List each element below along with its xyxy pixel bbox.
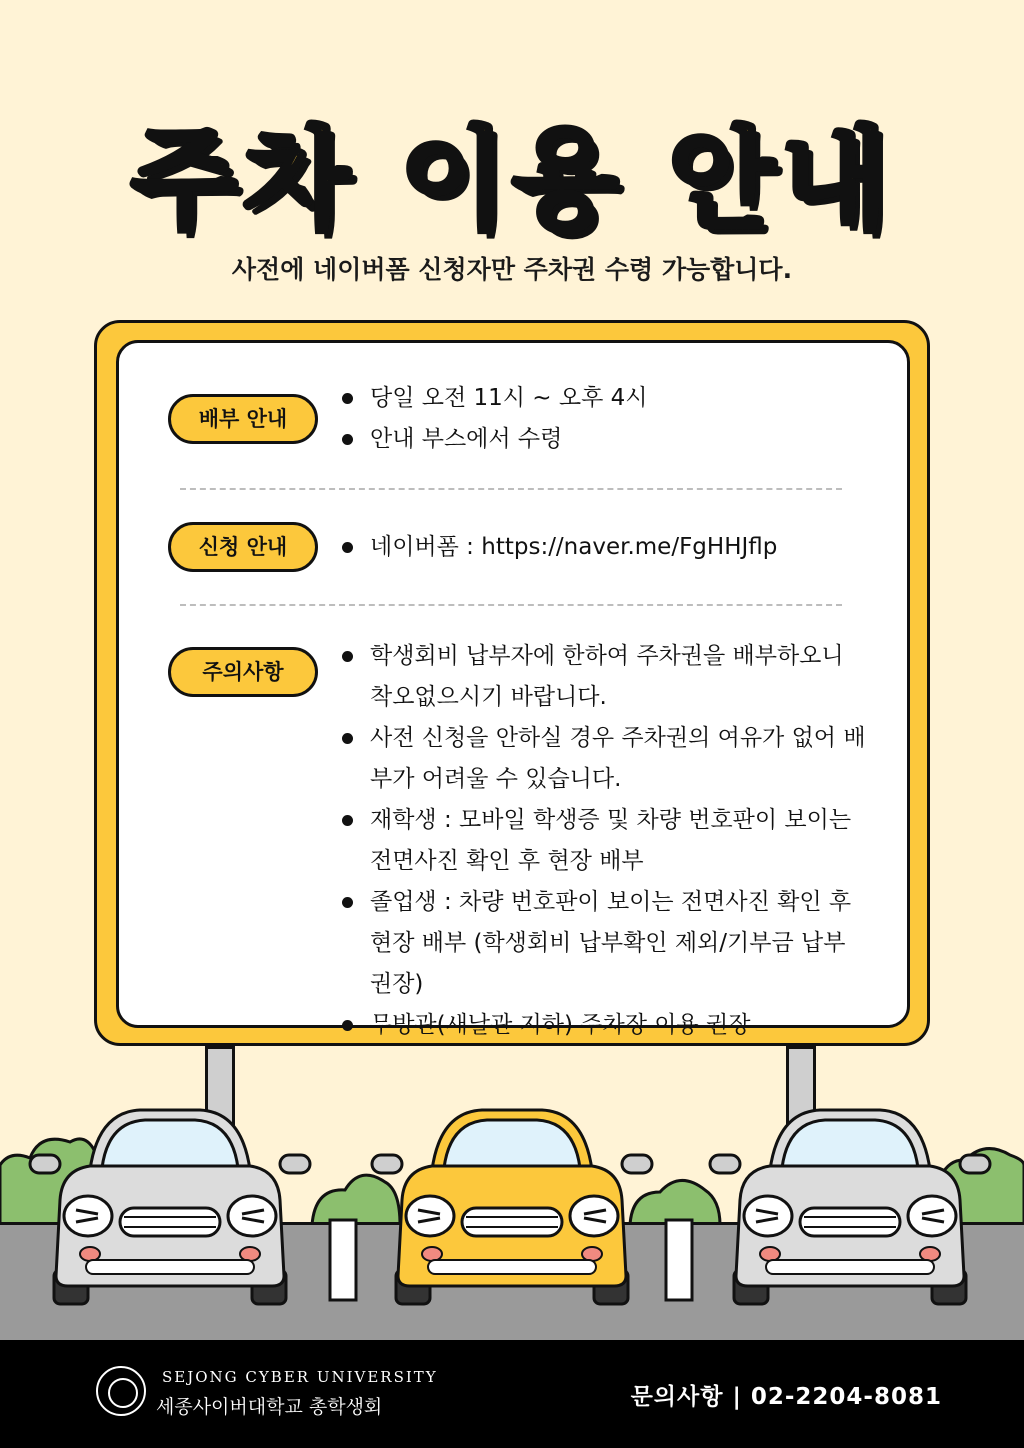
list-item: 재학생 : 모바일 학생증 및 차량 번호판이 보이는 전면사진 확인 후 현장 배부 <box>340 800 870 882</box>
page-subtitle: 사전에 네이버폼 신청자만 주차권 수령 가능합니다. <box>231 255 793 284</box>
list-item: 졸업생 : 차량 번호판이 보이는 전면사진 확인 후 현장 배부 (학생회비 납부확인 제외/기부금 납부 권장) <box>340 882 870 1005</box>
list-item: 당일 오전 11시 ~ 오후 4시 <box>340 378 870 419</box>
footer-contact: 문의사항 | 02-2204-8081 <box>630 1384 942 1410</box>
footer-org-english: SEJONG CYBER UNIVERSITY <box>162 1368 438 1386</box>
section-list-application <box>340 527 870 568</box>
list-item: 학생회비 납부자에 한하여 주차권을 배부하오니 착오없으시기 바랍니다. <box>340 636 870 718</box>
section-label-application: 신청 안내 <box>168 522 318 572</box>
section-label-distribution: 배부 안내 <box>168 394 318 444</box>
list-item: 안내 부스에서 수령 <box>340 419 870 460</box>
section-list-distribution <box>340 378 870 460</box>
divider <box>180 488 842 490</box>
list-item: 무방관(새날관 지하) 주차장 이용 권장 <box>340 1005 870 1046</box>
university-seal-icon <box>96 1366 146 1416</box>
section-list-notice <box>340 636 870 1046</box>
section-label-notice: 주의사항 <box>168 647 318 697</box>
list-item: 사전 신청을 안하실 경우 주차권의 여유가 없어 배부가 어려울 수 있습니다. <box>340 718 870 800</box>
footer-org-korean: 세종사이버대학교 총학생회 <box>156 1396 383 1418</box>
divider <box>180 604 842 606</box>
list-item-form-link[interactable]: 네이버폼 : https://naver.me/FgHHJflp <box>340 527 870 568</box>
page-title: 주차 이용 안내 <box>130 116 894 244</box>
cars-illustration <box>0 1100 1024 1310</box>
